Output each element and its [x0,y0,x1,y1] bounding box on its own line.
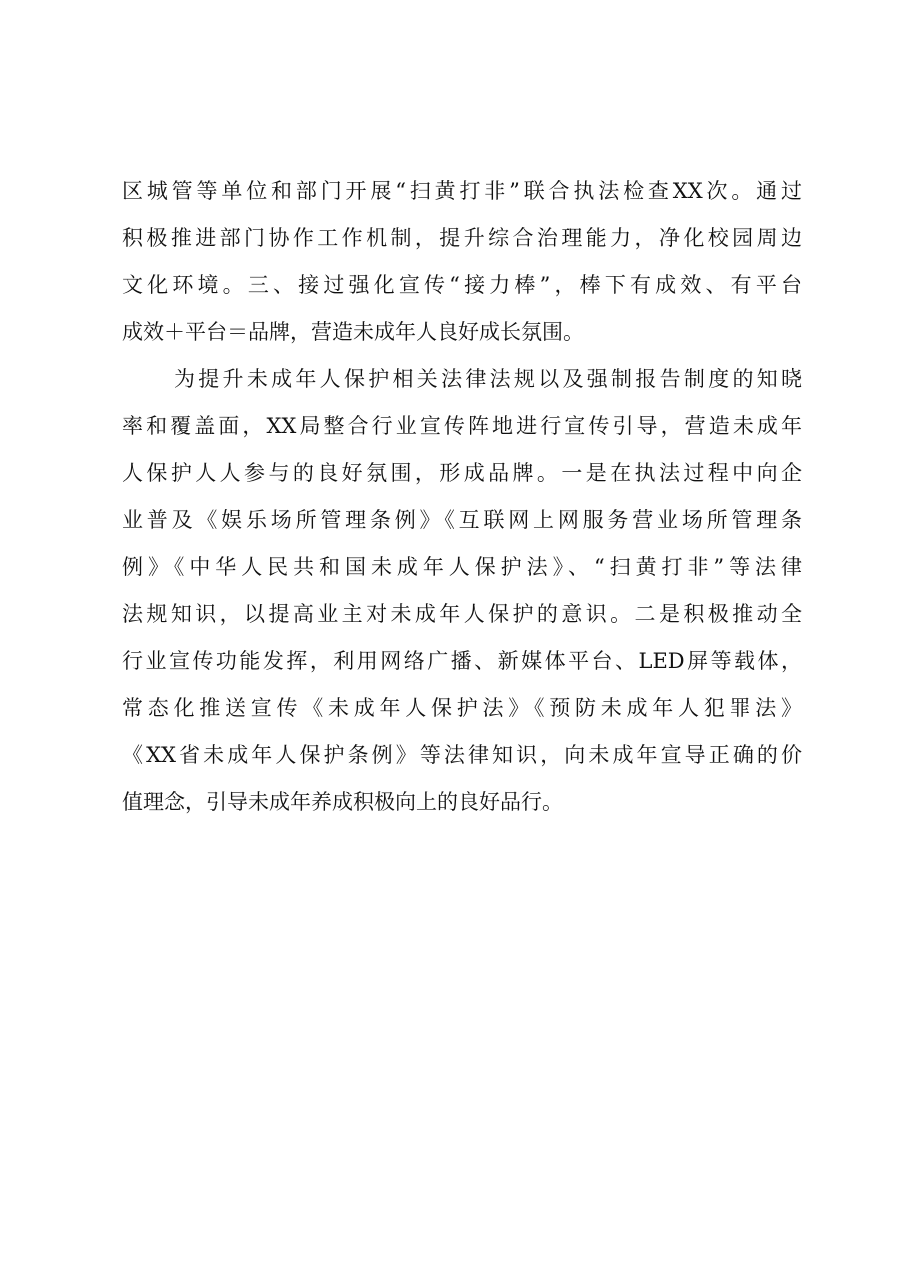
text-line: 积极推进部门协作工作机制，提升综合治理能力，净化校园周边 [122,226,802,250]
text-line: 常态化推送宣传《未成年人保护法》《预防未成年人犯罪法》 [122,696,802,720]
paragraph-2 [122,356,802,826]
text-line: 率和覆盖面，XX局整合行业宣传阵地进行宣传引导，营造未成年 [122,414,802,438]
text-line: 法规知识，以提高业主对未成年人保护的意识。二是积极推动全 [122,602,802,626]
text-line: 成效＋平台＝品牌，营造未成年人良好成长氛围。 [122,320,584,344]
document-body [122,168,802,826]
text-line: 例》《中华人民共和国未成年人保护法》、“扫黄打非”等法律 [122,555,802,579]
text-line: 值理念，引导未成年养成积极向上的良好品行。 [122,790,563,814]
text-line: 文化环境。三、接过强化宣传“接力棒”，棒下有成效、有平台 [122,273,802,297]
paragraph-1 [122,168,802,356]
text-line: 为提升未成年人保护相关法律法规以及强制报告制度的知晓 [174,367,802,391]
text-line: 行业宣传功能发挥，利用网络广播、新媒体平台、LED屏等载体， [122,649,802,673]
text-line: 区城管等单位和部门开展“扫黄打非”联合执法检查XX次。通过 [122,179,802,203]
text-line: 业普及《娱乐场所管理条例》《互联网上网服务营业场所管理条 [122,508,802,532]
text-line: 《XX省未成年人保护条例》等法律知识，向未成年宣导正确的价 [122,743,802,767]
text-line: 人保护人人参与的良好氛围，形成品牌。一是在执法过程中向企 [122,461,802,485]
